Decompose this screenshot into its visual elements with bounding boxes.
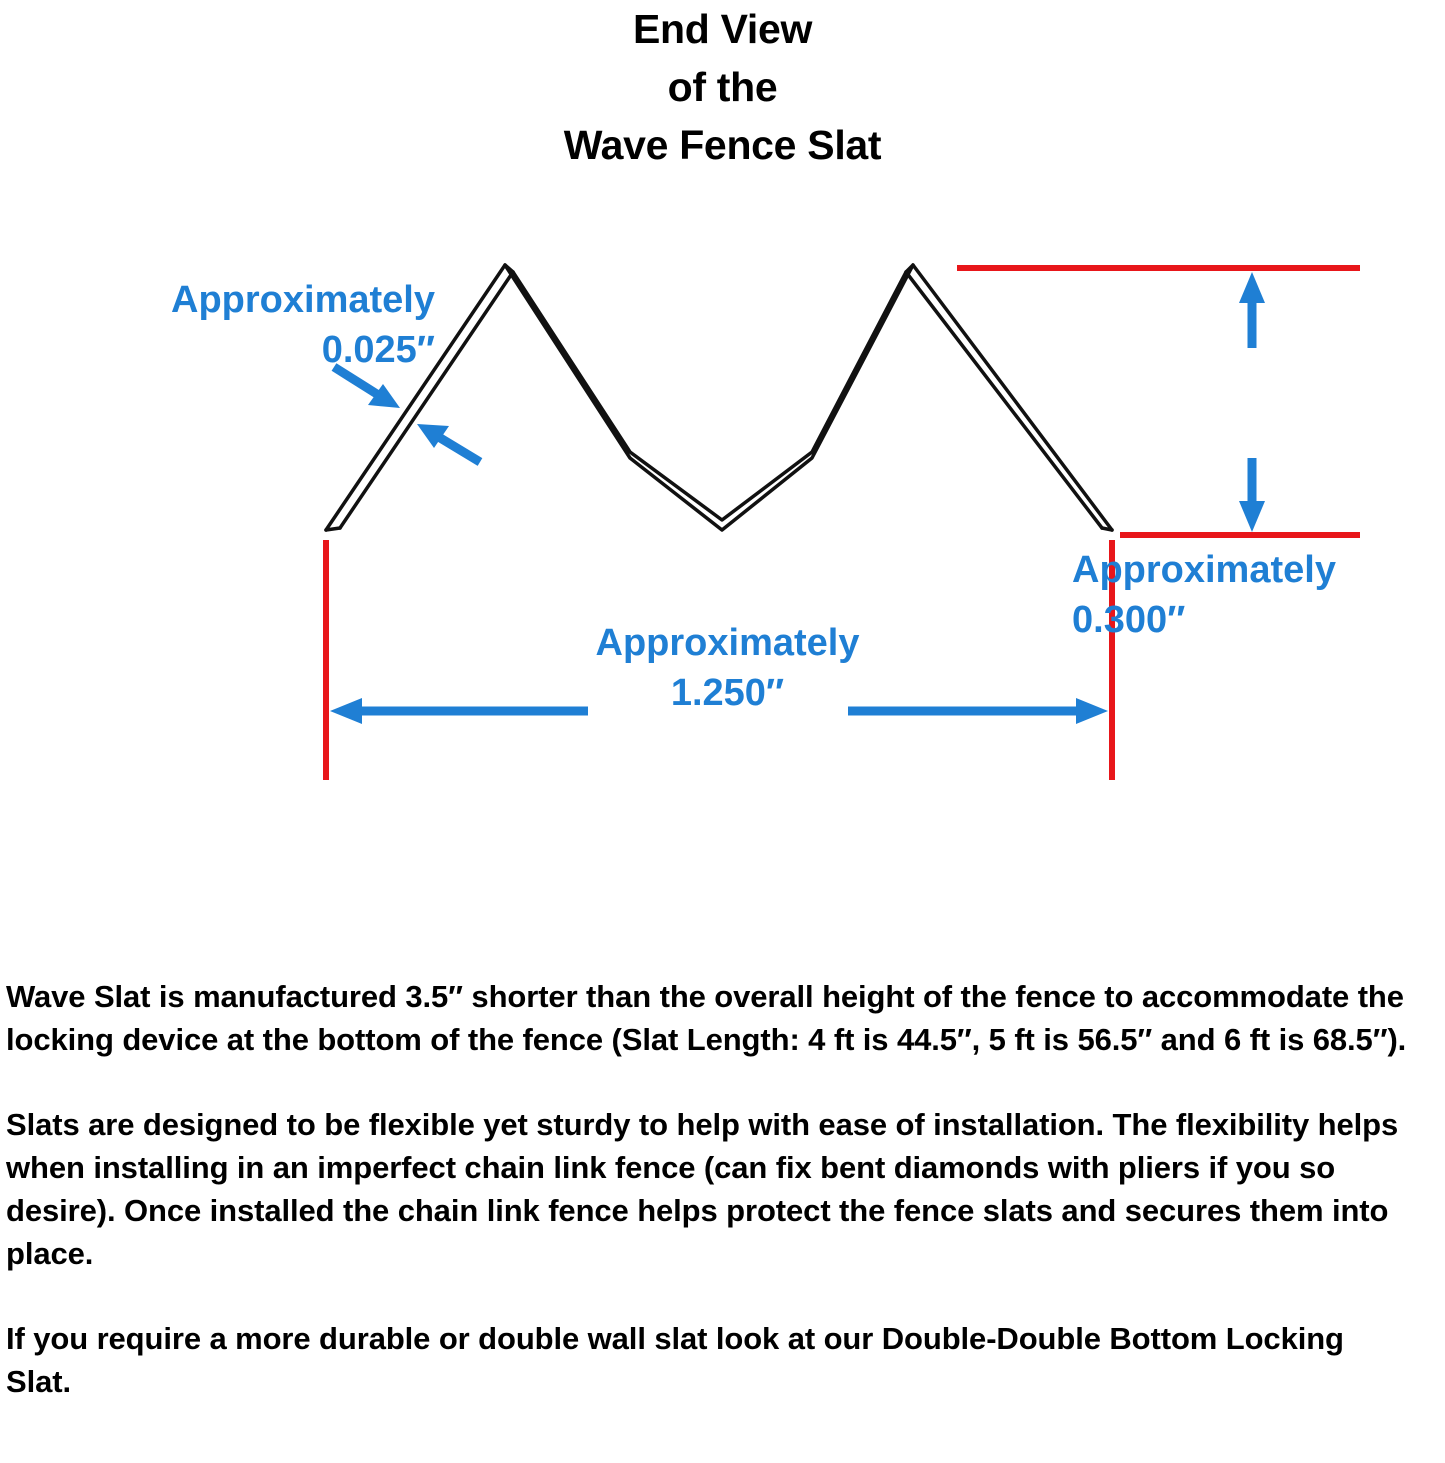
width-dimension-label-line-1: Approximately xyxy=(595,622,860,664)
description-paragraph-2: Slats are designed to be flexible yet sturdy to help with ease of installation. The flexibility helps when installing in an imperfect chain link fence (can fix bent diamonds with pliers if you so desire). Once installed the chain link fence helps protect the fence slats and secures them into place. xyxy=(6,1107,1399,1271)
height-dimension-arrow xyxy=(1239,272,1265,532)
height-dimension-label-line-1: Approximately xyxy=(1072,549,1336,591)
height-arrow-head-down xyxy=(1239,501,1265,532)
description-text xyxy=(6,975,1416,1403)
height-dimension-label xyxy=(1072,545,1442,645)
wave-slat-profile xyxy=(326,265,1112,530)
thickness-callout-arrows xyxy=(334,367,480,462)
page-title-line-2: of the xyxy=(667,64,778,110)
thickness-dimension-label xyxy=(60,275,435,375)
width-dimension-label xyxy=(345,618,1110,718)
height-arrow-head-up xyxy=(1239,272,1265,303)
page-title-line-1: End View xyxy=(632,6,813,52)
thickness-dimension-label-line-2: 0.025″ xyxy=(321,329,435,371)
thickness-arrow-lower-shaft xyxy=(437,436,480,462)
page-title-line-3: Wave Fence Slat xyxy=(563,122,882,168)
description-paragraph-3: If you require a more durable or double wall slat look at our Double-Double Bottom Locking Slat. xyxy=(6,1321,1344,1399)
description-paragraph-1: Wave Slat is manufactured 3.5″ shorter than the overall height of the fence to accommodate the locking device at the bottom of the fence (Slat Length: 4 ft is 44.5″, 5 ft is 56.5″ and 6 ft is 68.5″). xyxy=(6,979,1407,1057)
page-title xyxy=(0,0,1445,174)
wave-slat-end-view-diagram xyxy=(0,200,1445,840)
height-dimension-label-line-2: 0.300″ xyxy=(1072,599,1186,641)
thickness-dimension-label-line-1: Approximately xyxy=(171,279,435,321)
width-dimension-label-line-2: 1.250″ xyxy=(670,672,785,714)
